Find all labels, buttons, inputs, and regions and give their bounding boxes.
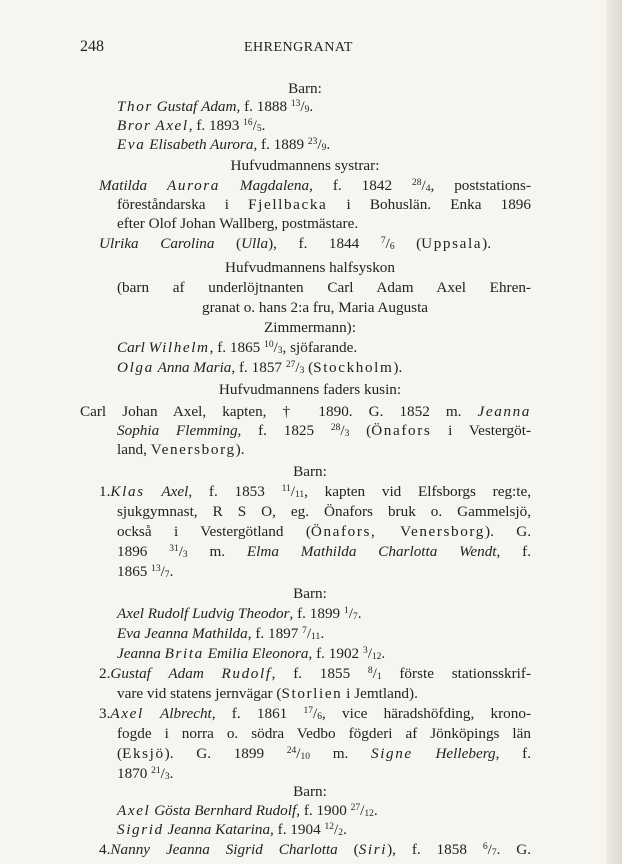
entry-line: 1870 $^{21}/_3$. bbox=[117, 765, 174, 782]
entry-line: 4.Nanny Jeanna Sigrid Charlotta (Siri), f. 1858 $^6/_7$. G. bbox=[99, 841, 532, 858]
entry-line: 3.Axel Albrecht, f. 1861 $^{17}/_6$, vice häradshöfding, krono- bbox=[99, 705, 532, 722]
entry-line: Sophia Flemming, f. 1825 $^{28}/_3$ (Önafors i Vestergöt- bbox=[117, 422, 531, 439]
entry-line: Carl Johan Axel, kapten, † 1890. G. 1852 m. Jeanna bbox=[80, 403, 531, 420]
section-heading: Barn: bbox=[293, 463, 327, 480]
entry-line: Carl Wilhelm, f. 1865 $^{10}/_3$, sjöfarande. bbox=[117, 339, 358, 356]
entry-line: föreståndarska i Fjellbacka i Bohuslän. Enka 1896 bbox=[117, 196, 531, 213]
entry-line: Olga Anna Maria, f. 1857 $^{27}/_3$ (Stockholm). bbox=[117, 359, 403, 376]
section-heading: Barn: bbox=[288, 80, 322, 97]
page-number: 248 bbox=[80, 38, 104, 55]
entry-line: Eva Jeanna Mathilda, f. 1897 $^7/_{11}$. bbox=[117, 625, 325, 642]
entry-line: Sigrid Jeanna Katarina, f. 1904 $^{12}/_2$. bbox=[117, 821, 347, 838]
entry-line: (barn af underlöjtnanten Carl Adam Axel Ehren- bbox=[117, 279, 531, 296]
entry-line: Ulrika Carolina (Ulla), f. 1844 $^7/_6$ (Uppsala). bbox=[99, 235, 491, 252]
entry-line: Axel Rudolf Ludvig Theodor, f. 1899 $^1/_7$. bbox=[117, 605, 362, 622]
entry-line: 1865 $^{13}/_7$. bbox=[117, 563, 174, 580]
entry-line: Jeanna Brita Emilia Eleonora, f. 1902 $^3/_{12}$. bbox=[117, 645, 386, 662]
entry-line: land, Venersborg). bbox=[117, 441, 245, 458]
section-heading: Hufvudmannens systrar: bbox=[230, 157, 380, 174]
entry-line: Axel Gösta Bernhard Rudolf, f. 1900 $^{27}/_{12}$. bbox=[117, 802, 378, 819]
entry-line: (Eksjö). G. 1899 $^{24}/_{10}$ m. Signe Helleberg, f. bbox=[117, 745, 531, 762]
entry-line: vare vid statens jernvägar (Storlien i Jemtland). bbox=[117, 685, 418, 702]
running-head: EHRENGRANAT bbox=[244, 40, 353, 55]
section-heading: Barn: bbox=[293, 783, 327, 800]
entry-line: 1.Klas Axel, f. 1853 $^{11}/_{11}$, kapten vid Elfsborgs reg:te, bbox=[99, 483, 532, 500]
section-heading: Hufvudmannens faders kusin: bbox=[218, 381, 402, 398]
entry-line: Zimmermann): bbox=[264, 319, 356, 336]
page-edge bbox=[606, 0, 622, 864]
entry-line: också i Vestergötland (Önafors, Venersborg). G. bbox=[117, 523, 531, 540]
entry-line: fogde i norra o. södra Vedbo fögderi af Jönköpings län bbox=[117, 725, 531, 742]
entry-line: 1896 $^{31}/_3$ m. Elma Mathilda Charlotta Wendt, f. bbox=[117, 543, 531, 560]
section-heading: Hufvudmannens halfsyskon bbox=[225, 259, 395, 276]
entry-line: 2.Gustaf Adam Rudolf, f. 1855 $^8/_1$ förste stationsskrif- bbox=[99, 665, 532, 682]
entry-line: Bror Axel, f. 1893 $^{16}/_5$. bbox=[117, 117, 266, 134]
section-heading: Barn: bbox=[293, 585, 327, 602]
entry-line: Thor Gustaf Adam, f. 1888 $^{13}/_9$. bbox=[117, 98, 314, 115]
entry-line: sjukgymnast, R S O, eg. Önafors bruk o. Gammelsjö, bbox=[117, 503, 531, 520]
entry-line: efter Olof Johan Wallberg, postmästare. bbox=[117, 215, 359, 232]
entry-line: granat o. hans 2:a fru, Maria Augusta bbox=[201, 299, 429, 316]
entry-line: Matilda Aurora Magdalena, f. 1842 $^{28}/_4$, poststations- bbox=[99, 177, 531, 194]
entry-line: Eva Elisabeth Aurora, f. 1889 $^{23}/_9$. bbox=[117, 136, 331, 153]
